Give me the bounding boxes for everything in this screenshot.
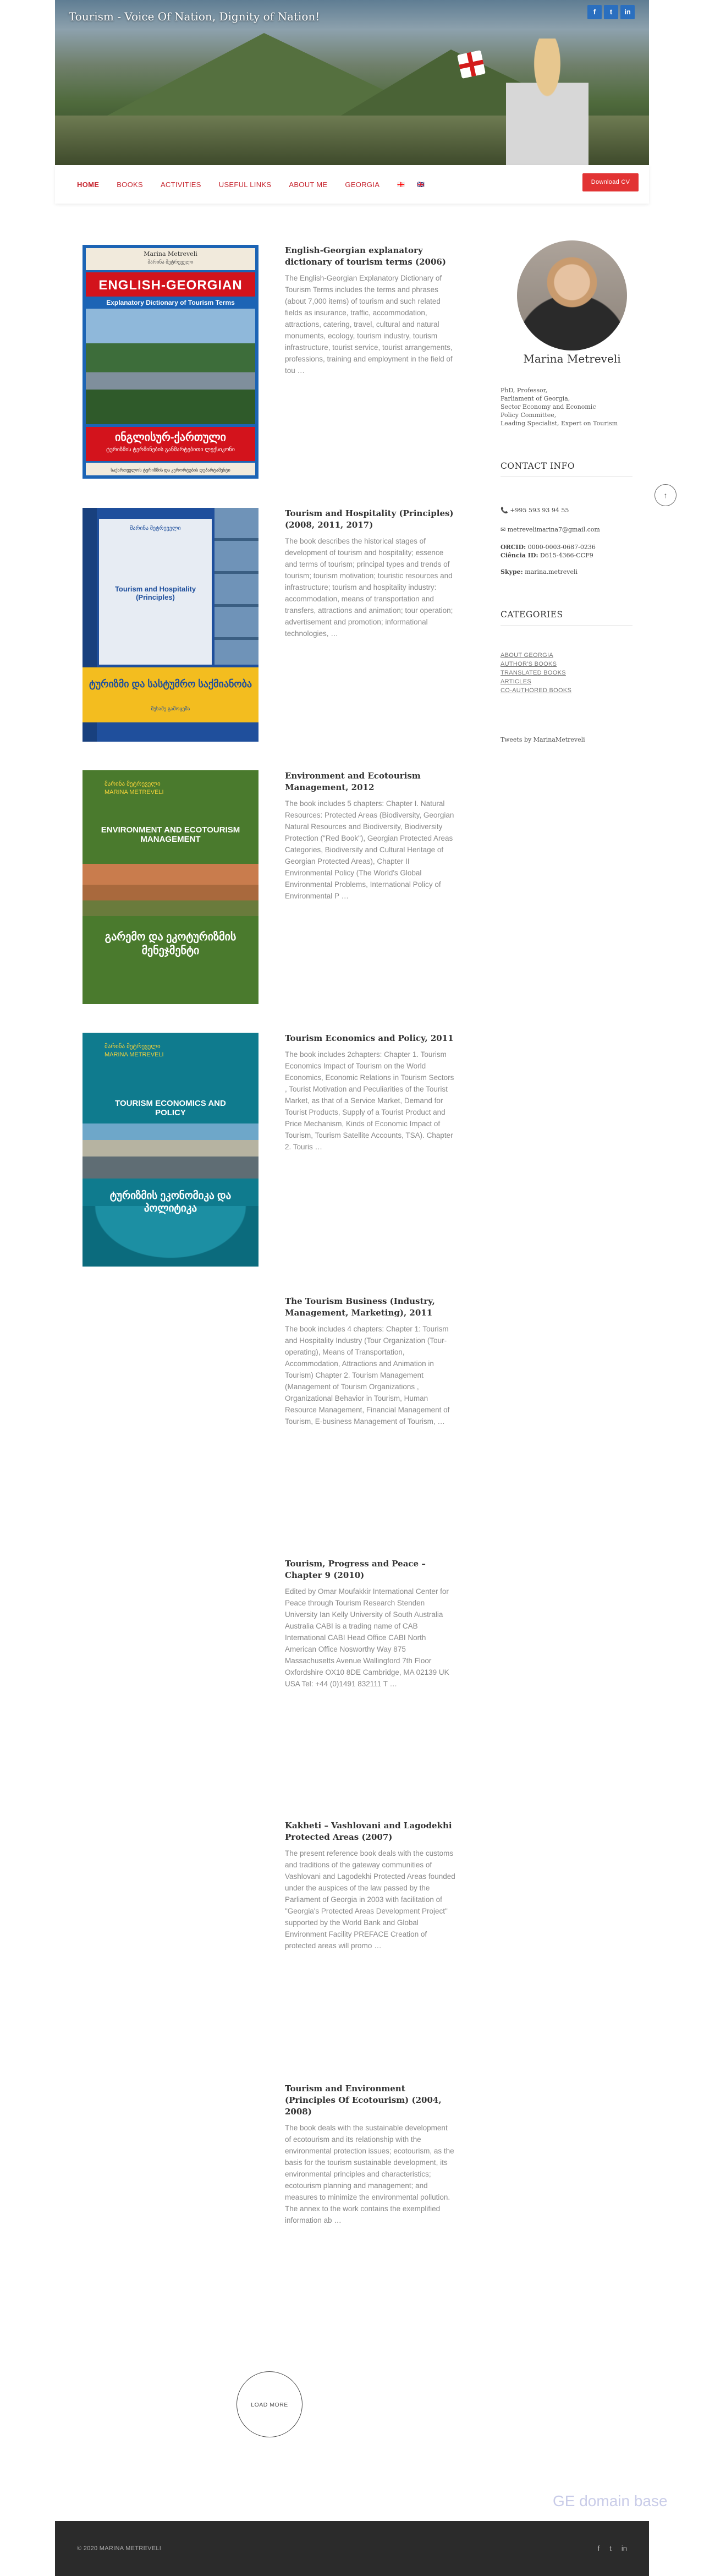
book-cover-image[interactable] xyxy=(82,508,258,742)
skype-line xyxy=(501,568,578,576)
cover-wave xyxy=(82,1206,258,1267)
load-more-button[interactable]: LOAD MORE xyxy=(237,2371,302,2437)
nav-about-me[interactable]: ABOUT ME xyxy=(289,180,328,189)
cover-author-ka: მარინა მეტრეველი xyxy=(147,259,194,265)
cover-red-band xyxy=(86,427,255,461)
nav-georgia[interactable]: GEORGIA xyxy=(345,180,380,189)
book-title[interactable]: Environment and Ecotourism Management, 2012 xyxy=(285,771,421,792)
book-title[interactable]: The Tourism Business (Industry, Management, Marketing), 2011 xyxy=(285,1296,435,1318)
book-title[interactable]: Tourism Economics and Policy, 2011 xyxy=(285,1033,454,1043)
book-title[interactable]: Tourism, Progress and Peace – Chapter 9 (2010) xyxy=(285,1559,426,1580)
phone-icon: 📞 xyxy=(501,507,508,514)
bio-line: Sector Economy and Economic xyxy=(501,403,596,410)
georgian-flag-icon xyxy=(457,50,486,79)
linkedin-icon[interactable]: in xyxy=(621,2544,627,2552)
category-link-about-georgia[interactable]: ABOUT GEORGIA xyxy=(501,652,553,659)
book-info xyxy=(285,2083,455,2226)
cover-bottom-band xyxy=(86,463,255,479)
category-link-co-authored-books[interactable]: CO-AUTHORED BOOKS xyxy=(501,687,572,694)
cover-author: MARINA METREVELI xyxy=(105,1051,164,1058)
download-cv-button[interactable]: Download CV xyxy=(582,173,639,191)
orcid-value: 0000-0003-0687-0236 xyxy=(527,544,596,551)
georgian-language-flag-icon[interactable]: 🇬🇪 xyxy=(397,181,405,188)
cover-subtitle-ka: ტურიზმის ტერმინების განმარტებითი ლექსიკონი xyxy=(106,447,235,453)
phone-line xyxy=(501,506,569,514)
twitter-icon[interactable]: t xyxy=(604,5,618,19)
book-info xyxy=(285,1820,455,1952)
ciencia-value: D615-4366-CCF9 xyxy=(540,552,593,559)
cover-subtitle: Explanatory Dictionary of Tourism Terms xyxy=(106,299,235,306)
bio-line: Parliament of Georgia, xyxy=(501,395,570,402)
footer-social-links xyxy=(598,2544,627,2552)
ciencia-label: Ciência ID: xyxy=(501,552,538,559)
book-info xyxy=(285,1033,455,1153)
cover-author-ka: მარინა მეტრეველი xyxy=(105,781,161,787)
book-info xyxy=(285,1296,455,1427)
skype-label: Skype: xyxy=(501,568,523,576)
book-title[interactable]: Kakheti – Vashlovani and Lagodekhi Protected Areas (2007) xyxy=(285,1821,452,1842)
twitter-icon[interactable]: t xyxy=(609,2544,612,2552)
book-excerpt: The English-Georgian Explanatory Dictionary of Tourism Terms includes the terms and phrases (about 7,000 items) of tourism and such related fields as insurance, traffic, accommodation, attractions, catering, travel, cultural and natural monuments, ecology, tourism industry, tourism infrastructure, tourist service, tourist arrangements, professions, training and employment in the field of tou … xyxy=(285,274,453,375)
divider xyxy=(501,476,632,477)
book-excerpt: The book deals with the sustainable development of ecotourism and its relationship with the environmental protection issues; ecotourism, as the basis for the tourism sustainable development, its environmental principles and characteristics; ecotourism planning and management; and measures to minimize the environmental pollution. The annex to the work contains the exemplified information ab … xyxy=(285,2124,454,2224)
twitter-timeline-link[interactable]: Tweets by MarinaMetreveli xyxy=(501,736,585,743)
author-name: Marina Metreveli xyxy=(523,352,621,365)
cover-title-ka: ტურიზმი და სასტუმრო საქმიანობა xyxy=(89,678,252,689)
header-hero-image xyxy=(55,0,649,165)
book-title[interactable]: English-Georgian explanatory dictionary of tourism terms (2006) xyxy=(285,245,446,267)
site-title[interactable]: Tourism - Voice Of Nation, Dignity of Nation! xyxy=(69,10,320,23)
cover-title-ka: გარემო და ეკოტურიზმის მენეჯმენტი xyxy=(105,931,237,957)
cover-top-band xyxy=(86,248,255,270)
book-cover-image[interactable] xyxy=(82,770,258,1004)
book-info xyxy=(285,508,455,639)
book-excerpt: Edited by Omar Moufakkir International Center for Peace through Tourism Research Stenden University Ian Kelly University of South Australia Australia CABI is a trading name of CAB International CABI Head Office CABI North American Office Nosworthy Way 875 Massachusetts Avenue Wallingford 7th Floor Oxfordshire OX10 8DE Cambridge, MA 02139 UK USA Tel: +44 (0)1491 832111 T … xyxy=(285,1587,449,1688)
bio-line: Leading Specialist, Expert on Tourism xyxy=(501,420,618,427)
facebook-icon[interactable]: f xyxy=(587,5,602,19)
book-title[interactable]: Tourism and Hospitality (Principles) (2008, 2011, 2017) xyxy=(285,508,454,530)
cover-panel xyxy=(99,519,212,665)
cover-author: მარინა მეტრეველი xyxy=(130,525,181,531)
book-info xyxy=(285,1558,455,1690)
divider xyxy=(501,625,632,626)
footer xyxy=(55,2521,649,2576)
book-info xyxy=(285,245,455,376)
cover-title: ENGLISH-GEORGIAN xyxy=(98,278,243,293)
categories-heading: CATEGORIES xyxy=(501,610,563,620)
email-line xyxy=(501,525,600,534)
author-bio xyxy=(501,386,644,427)
nav-useful-links[interactable]: USEFUL LINKS xyxy=(218,180,272,189)
cover-title: TOURISM ECONOMICS AND POLICY xyxy=(115,1099,226,1117)
watermark-text: GE domain base xyxy=(553,2492,668,2509)
avatar xyxy=(517,240,627,350)
cover-red-band xyxy=(86,272,255,297)
ciencia-line xyxy=(501,551,593,560)
book-excerpt: The present reference book deals with the customs and traditions of the gateway communities of Vashlovani and Lagodekhi Protected Areas founded under the auspices of the law passed by the Parliament of Georgia in 2003 with facilitation of "Georgia's Protected Areas Development Project" supported by the World Bank and Global Environment Facility PREFACE Creation of protected areas will promo … xyxy=(285,1849,455,1950)
cover-subtitle: Tourism and Hospitality (Principles) xyxy=(114,585,196,601)
arrow-up-icon: ↑ xyxy=(663,491,668,500)
book-excerpt: The book includes 5 chapters: Chapter I. Natural Resources: Protected Areas (Biodiversity, Georgian Natural Resources and Biodiversity, Biodiversity Protection ("Red Book"), Georgian Protected Areas Categories, Biodiversity and Cultural Heritage of Georgian Protected Areas), Chapter II Environmental Policy (The World's Global Environmental Problems, International Policy of Environmental P … xyxy=(285,799,454,900)
cover-title-ka: ტურიზმის ეკონომიკა და პოლიტიკა xyxy=(109,1190,232,1214)
bio-line: Policy Committee, xyxy=(501,412,557,419)
orcid-label: ORCID: xyxy=(501,544,526,551)
cover-title-ka: ინგლისურ-ქართული xyxy=(115,431,226,443)
cover-title: ENVIRONMENT AND ECOTOURISM MANAGEMENT xyxy=(101,825,240,844)
book-cover-image[interactable] xyxy=(82,245,258,479)
category-link-translated-books[interactable]: TRANSLATED BOOKS xyxy=(501,670,566,676)
header-social-links xyxy=(587,5,635,19)
cover-yellow-band xyxy=(82,667,258,722)
orcid-line xyxy=(501,543,596,551)
book-title[interactable]: Tourism and Environment (Principles Of Ecotourism) (2004, 2008) xyxy=(285,2084,442,2117)
skype-value: marina.metreveli xyxy=(525,568,578,576)
contact-heading: CONTACT INFO xyxy=(501,461,575,471)
cover-author: Marina Metreveli xyxy=(144,250,197,257)
book-info xyxy=(285,770,455,902)
linkedin-icon[interactable]: in xyxy=(620,5,635,19)
cover-photo xyxy=(82,1123,258,1179)
phone-number[interactable]: +995 593 93 94 55 xyxy=(510,507,569,514)
email-icon: ✉ xyxy=(501,526,506,533)
bio-line: PhD, Professor, xyxy=(501,387,548,394)
hero-person xyxy=(506,39,588,165)
book-cover-image[interactable] xyxy=(82,1033,258,1267)
book-excerpt: The book includes 2chapters: Chapter 1. Tourism Economics Impact of Tourism on the World Economics, Economic Relations in Tourism Sectors , Tourist Motivation and Peculiarities of the Tourist Market, as that of a Service Market, Demand for Tourist Products, Supply of a Tourist Product and Price Mechanism, Kinds of Economic Impact of Tourism, Tourism Satellite Accounts, TSA). Chapter 2. Touris … xyxy=(285,1050,454,1151)
nav-home[interactable]: HOME xyxy=(77,180,100,189)
nav-activities[interactable]: ACTIVITIES xyxy=(160,180,201,189)
facebook-icon[interactable]: f xyxy=(597,2544,600,2552)
category-link-authors-books[interactable]: AUTHOR'S BOOKS xyxy=(501,661,557,667)
cover-author-ka: მარინა მეტრეველი xyxy=(105,1043,161,1050)
english-language-flag-icon[interactable]: 🇬🇧 xyxy=(417,181,425,188)
copyright-text: © 2020 MARINA METREVELI xyxy=(77,2545,162,2552)
cover-thumbnails xyxy=(215,508,258,665)
nav-books[interactable]: BOOKS xyxy=(117,180,143,189)
cover-photo xyxy=(82,864,258,916)
cover-photo xyxy=(86,309,255,424)
cover-footer: მესამე გამოცემა xyxy=(151,706,190,711)
book-excerpt: The book includes 4 chapters: Chapter 1: Tourism and Hospitality Industry (Tour Organization (Tour-operating), Means of Transportation, Accommodation, Attractions and Animation in Tourism) Chapter 2. Tourism Management (Management of Tourism Organizations , Organizational Behavior in Tourism, Human Resource Management, Financial Management of Tourism, E-business Management of Tourism, … xyxy=(285,1325,450,1426)
main-nav xyxy=(55,165,649,204)
scroll-up-button[interactable] xyxy=(654,484,676,506)
cover-author: MARINA METREVELI xyxy=(105,789,164,796)
cover-footer: საქართველოს ტურიზმის და კურორტების დეპარტამენტი xyxy=(111,468,230,473)
email-link[interactable]: metrevelimarina7@gmail.com xyxy=(507,526,600,533)
book-excerpt: The book describes the historical stages of development of tourism and hospitality; essence and terms of tourism; principal types and trends of tourism; tourism motivation; touristic resources and infrastructure; tourism and hospitality industry: accommodation, means of transportation and transfers, attractions and animation; tour operation; advertisement and promotion; informational technologies, … xyxy=(285,537,453,638)
category-link-articles[interactable]: ARTICLES xyxy=(501,678,531,685)
